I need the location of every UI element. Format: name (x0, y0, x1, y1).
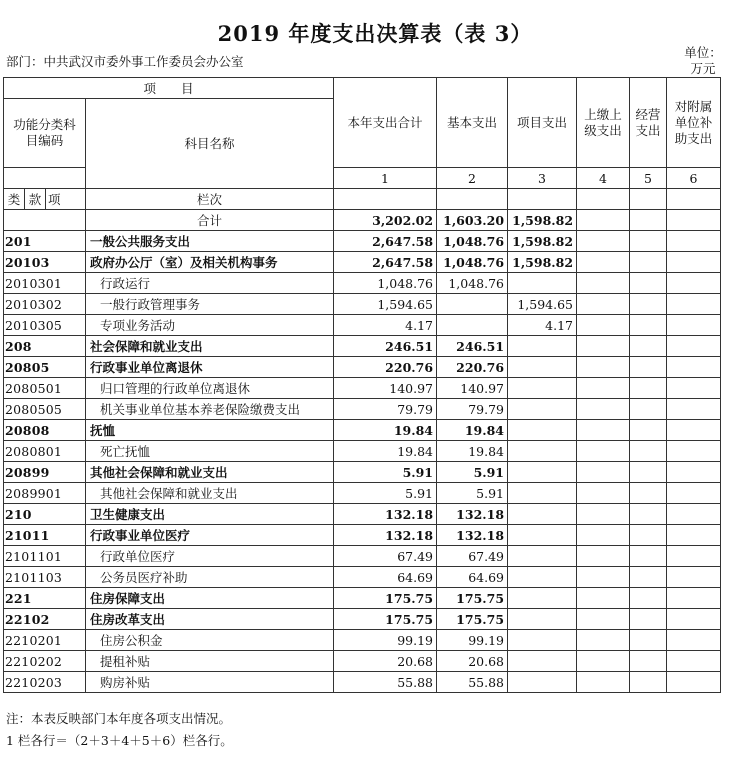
row-subsidy (667, 315, 721, 336)
row-total: 20.68 (334, 651, 437, 672)
row-remit (577, 630, 630, 651)
row-remit (577, 462, 630, 483)
row-basic: 64.69 (437, 567, 508, 588)
row-project (508, 651, 577, 672)
row-basic: 5.91 (437, 462, 508, 483)
row-subsidy (667, 378, 721, 399)
row-code: 2210203 (4, 672, 86, 693)
table-row (4, 336, 721, 357)
row-total: 2,647.58 (334, 252, 437, 273)
row-code: 21011 (4, 525, 86, 546)
table-row (4, 588, 721, 609)
row-subsidy (667, 630, 721, 651)
row-subsidy (667, 399, 721, 420)
row-total: 19.84 (334, 420, 437, 441)
row-business (630, 357, 667, 378)
row-total: 64.69 (334, 567, 437, 588)
row-code: 20103 (4, 252, 86, 273)
expenditure-table (3, 77, 721, 693)
row-total: 67.49 (334, 546, 437, 567)
table-row (4, 567, 721, 588)
col-number-2: 2 (437, 168, 508, 189)
row-total: 4.17 (334, 315, 437, 336)
header-lei: 类 (4, 189, 25, 210)
row-subsidy (667, 336, 721, 357)
row-basic: 1,048.76 (437, 273, 508, 294)
row-total: 19.84 (334, 441, 437, 462)
row-project (508, 420, 577, 441)
row-subject-name: 一般行政管理事务 (86, 294, 334, 315)
row-code: 2010302 (4, 294, 86, 315)
row-total: 220.76 (334, 357, 437, 378)
row-basic: 79.79 (437, 399, 508, 420)
col-number-4: 4 (577, 168, 630, 189)
row-subsidy (667, 672, 721, 693)
row-code: 2210201 (4, 630, 86, 651)
row-business (630, 252, 667, 273)
total-basic: 1,603.20 (437, 210, 508, 231)
row-business (630, 567, 667, 588)
row-basic: 99.19 (437, 630, 508, 651)
row-code: 2089901 (4, 483, 86, 504)
row-basic: 175.75 (437, 609, 508, 630)
row-code: 2080505 (4, 399, 86, 420)
row-project (508, 336, 577, 357)
row-subsidy (667, 273, 721, 294)
row-total: 5.91 (334, 462, 437, 483)
total-amount: 3,202.02 (334, 210, 437, 231)
row-basic: 246.51 (437, 336, 508, 357)
row-code: 20805 (4, 357, 86, 378)
row-remit (577, 546, 630, 567)
row-code: 22102 (4, 609, 86, 630)
table-row (4, 504, 721, 525)
header-kuan: 款 (25, 189, 46, 210)
row-remit (577, 483, 630, 504)
row-subsidy (667, 231, 721, 252)
row-subject-name: 购房补贴 (86, 672, 334, 693)
row-remit (577, 357, 630, 378)
row-remit (577, 504, 630, 525)
row-subject-name: 一般公共服务支出 (86, 231, 334, 252)
header-basic: 基本支出 (437, 78, 508, 168)
row-remit (577, 588, 630, 609)
header-remit: 上缴上级支出 (577, 78, 630, 168)
row-total: 132.18 (334, 525, 437, 546)
row-subsidy (667, 525, 721, 546)
row-project (508, 399, 577, 420)
row-subject-name: 卫生健康支出 (86, 504, 334, 525)
row-business (630, 378, 667, 399)
row-subsidy (667, 462, 721, 483)
row-basic: 19.84 (437, 420, 508, 441)
row-project: 1,598.82 (508, 231, 577, 252)
row-basic: 220.76 (437, 357, 508, 378)
row-subject-name: 机关事业单位基本养老保险缴费支出 (86, 399, 334, 420)
row-basic: 20.68 (437, 651, 508, 672)
row-remit (577, 273, 630, 294)
header-func-code: 功能分类科目编码 (4, 99, 86, 168)
row-remit (577, 336, 630, 357)
row-project (508, 378, 577, 399)
row-subject-name: 公务员医疗补助 (86, 567, 334, 588)
col-number-1: 1 (334, 168, 437, 189)
row-basic: 132.18 (437, 504, 508, 525)
row-subject-name: 归口管理的行政单位离退休 (86, 378, 334, 399)
row-subject-name: 抚恤 (86, 420, 334, 441)
row-basic: 19.84 (437, 441, 508, 462)
header-project-exp: 项目支出 (508, 78, 577, 168)
row-remit (577, 231, 630, 252)
row-basic: 67.49 (437, 546, 508, 567)
unit-label-line1: 单位： (684, 45, 722, 60)
row-business (630, 630, 667, 651)
row-subject-name: 行政事业单位医疗 (86, 525, 334, 546)
row-business (630, 399, 667, 420)
row-total: 175.75 (334, 609, 437, 630)
row-business (630, 315, 667, 336)
department-label: 部门：中共武汉市委外事工作委员会办公室 (6, 54, 244, 69)
header-business: 经营支出 (630, 78, 667, 168)
row-subsidy (667, 546, 721, 567)
row-subject-name: 专项业务活动 (86, 315, 334, 336)
row-subject-name: 其他社会保障和就业支出 (86, 462, 334, 483)
row-subject-name: 行政事业单位离退休 (86, 357, 334, 378)
row-total: 1,048.76 (334, 273, 437, 294)
row-subject-name: 死亡抚恤 (86, 441, 334, 462)
table-row (4, 273, 721, 294)
row-total: 79.79 (334, 399, 437, 420)
header-xiang: 项 (46, 189, 86, 210)
row-basic: 5.91 (437, 483, 508, 504)
row-business (630, 462, 667, 483)
table-row (4, 357, 721, 378)
unit-label-line2: 万元 (690, 61, 716, 76)
table-row (4, 546, 721, 567)
row-total: 246.51 (334, 336, 437, 357)
row-business (630, 294, 667, 315)
row-subsidy (667, 609, 721, 630)
row-project (508, 609, 577, 630)
row-basic (437, 294, 508, 315)
row-remit (577, 525, 630, 546)
table-row (4, 483, 721, 504)
note-line-1: 注：本表反映部门本年度各项支出情况。 (6, 711, 232, 726)
row-project (508, 546, 577, 567)
row-basic: 55.88 (437, 672, 508, 693)
table-row (4, 441, 721, 462)
row-project (508, 504, 577, 525)
row-remit (577, 567, 630, 588)
header-total: 本年支出合计 (334, 78, 437, 168)
row-remit (577, 672, 630, 693)
unit-label (666, 45, 740, 77)
col-number-6: 6 (667, 168, 721, 189)
row-subject-name: 政府办公厅（室）及相关机构事务 (86, 252, 334, 273)
row-project (508, 441, 577, 462)
row-subject-name: 其他社会保障和就业支出 (86, 483, 334, 504)
row-code: 2010305 (4, 315, 86, 336)
row-project: 1,598.82 (508, 252, 577, 273)
col-number-3: 3 (508, 168, 577, 189)
row-project (508, 588, 577, 609)
table-row (4, 630, 721, 651)
row-subsidy (667, 294, 721, 315)
row-subsidy (667, 357, 721, 378)
row-project (508, 273, 577, 294)
row-subject-name: 住房改革支出 (86, 609, 334, 630)
row-total: 175.75 (334, 588, 437, 609)
notes (6, 708, 233, 752)
row-business (630, 609, 667, 630)
row-code: 201 (4, 231, 86, 252)
row-basic: 140.97 (437, 378, 508, 399)
table-row (4, 525, 721, 546)
row-project (508, 672, 577, 693)
row-subject-name: 提租补贴 (86, 651, 334, 672)
row-basic: 175.75 (437, 588, 508, 609)
row-business (630, 336, 667, 357)
row-code: 221 (4, 588, 86, 609)
row-subsidy (667, 588, 721, 609)
row-remit (577, 294, 630, 315)
row-subsidy (667, 441, 721, 462)
table-row (4, 231, 721, 252)
row-project: 4.17 (508, 315, 577, 336)
row-subject-name: 社会保障和就业支出 (86, 336, 334, 357)
row-basic (437, 315, 508, 336)
row-total: 132.18 (334, 504, 437, 525)
row-code: 2210202 (4, 651, 86, 672)
table-row (4, 672, 721, 693)
total-project: 1,598.82 (508, 210, 577, 231)
total-label: 合计 (86, 210, 334, 231)
row-remit (577, 441, 630, 462)
row-subject-name: 行政运行 (86, 273, 334, 294)
row-project (508, 525, 577, 546)
row-subject-name: 住房公积金 (86, 630, 334, 651)
row-business (630, 231, 667, 252)
row-total: 55.88 (334, 672, 437, 693)
row-subsidy (667, 483, 721, 504)
row-subsidy (667, 252, 721, 273)
row-total: 140.97 (334, 378, 437, 399)
row-subsidy (667, 567, 721, 588)
row-project (508, 630, 577, 651)
row-remit (577, 651, 630, 672)
row-project (508, 483, 577, 504)
header-lanci: 栏次 (86, 189, 334, 210)
row-business (630, 651, 667, 672)
row-code: 2101101 (4, 546, 86, 567)
row-project: 1,594.65 (508, 294, 577, 315)
row-project (508, 357, 577, 378)
row-subsidy (667, 651, 721, 672)
row-code: 2080801 (4, 441, 86, 462)
row-code: 2010301 (4, 273, 86, 294)
row-total: 1,594.65 (334, 294, 437, 315)
header-subject-name: 科目名称 (86, 99, 334, 189)
page-title: 2019 年度支出决算表（表 3） (217, 21, 533, 46)
total-row (4, 210, 721, 231)
row-total: 2,647.58 (334, 231, 437, 252)
table-row (4, 294, 721, 315)
row-business (630, 546, 667, 567)
row-code: 210 (4, 504, 86, 525)
table-row (4, 399, 721, 420)
row-total: 5.91 (334, 483, 437, 504)
row-basic: 1,048.76 (437, 252, 508, 273)
row-basic: 132.18 (437, 525, 508, 546)
table-row (4, 315, 721, 336)
row-business (630, 504, 667, 525)
row-total: 99.19 (334, 630, 437, 651)
row-project (508, 462, 577, 483)
table-row (4, 609, 721, 630)
row-code: 20899 (4, 462, 86, 483)
row-basic: 1,048.76 (437, 231, 508, 252)
row-remit (577, 420, 630, 441)
row-business (630, 672, 667, 693)
row-business (630, 273, 667, 294)
table-row (4, 651, 721, 672)
row-code: 20808 (4, 420, 86, 441)
table-row (4, 462, 721, 483)
table-row (4, 420, 721, 441)
row-business (630, 588, 667, 609)
header-subsidy: 对附属单位补助支出 (667, 78, 721, 168)
row-remit (577, 315, 630, 336)
col-number-5: 5 (630, 168, 667, 189)
row-remit (577, 399, 630, 420)
row-business (630, 441, 667, 462)
row-project (508, 567, 577, 588)
row-business (630, 420, 667, 441)
row-remit (577, 609, 630, 630)
table-row (4, 378, 721, 399)
row-business (630, 525, 667, 546)
row-remit (577, 378, 630, 399)
table-row (4, 252, 721, 273)
row-business (630, 483, 667, 504)
row-subsidy (667, 504, 721, 525)
row-remit (577, 252, 630, 273)
note-line-2: 1 栏各行＝（2＋3＋4＋5＋6）栏各行。 (6, 733, 233, 748)
row-code: 2101103 (4, 567, 86, 588)
row-code: 208 (4, 336, 86, 357)
row-subsidy (667, 420, 721, 441)
row-code: 2080501 (4, 378, 86, 399)
row-subject-name: 行政单位医疗 (86, 546, 334, 567)
row-subject-name: 住房保障支出 (86, 588, 334, 609)
header-project: 项 目 (4, 78, 334, 99)
